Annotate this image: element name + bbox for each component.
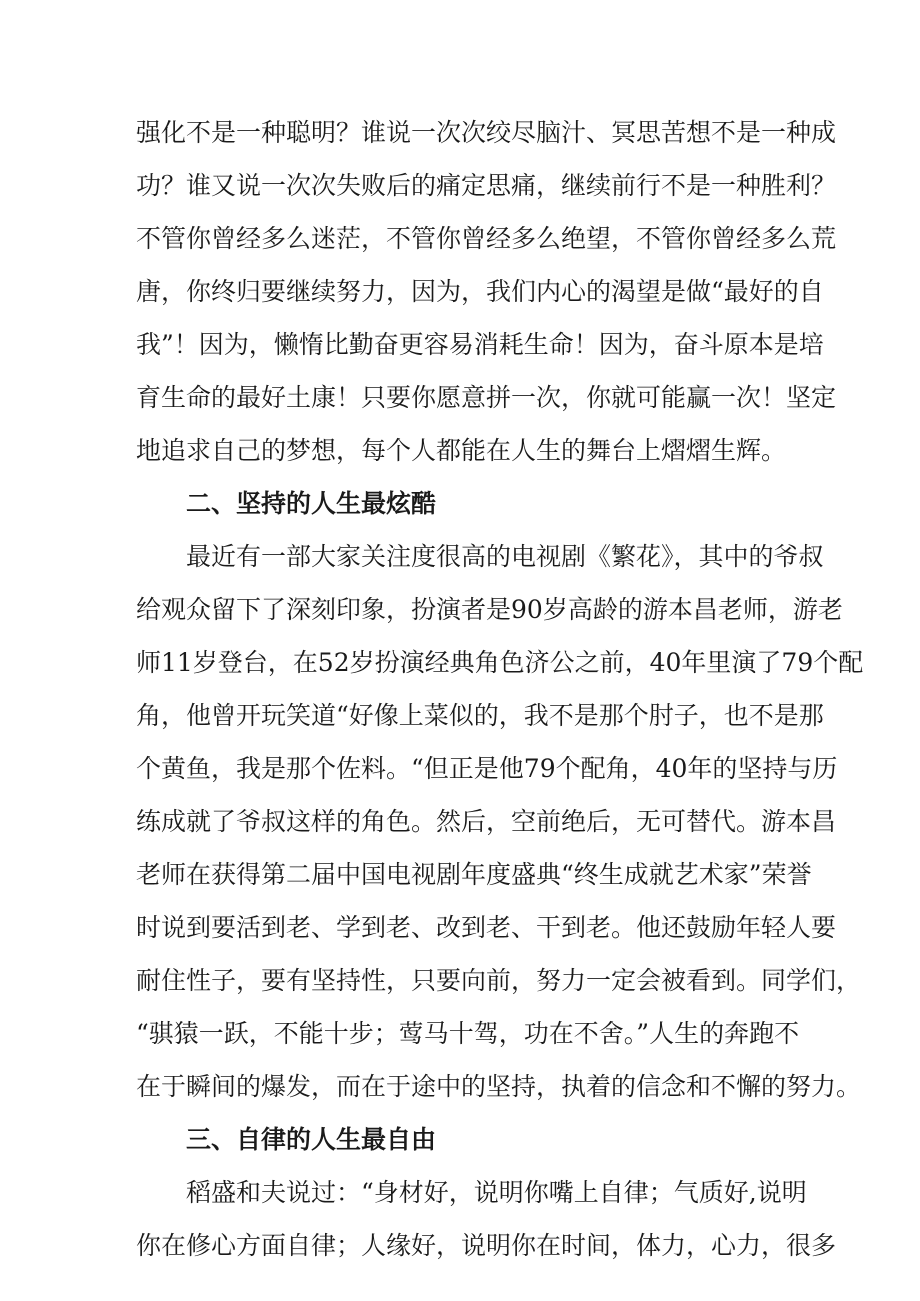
paragraph-2-line: 老师在获得第二届中国电视剧年度盛典“终生成就艺术家”荣誉 [136,860,812,889]
paragraph-2-line: “骐猿一跃，不能十步；莺马十驾，功在不舍。”人生的奔跑不 [136,1019,800,1048]
section-heading-3: 三、自律的人生最自由 [186,1125,437,1154]
paragraph-1-line: 功？谁又说一次次失败后的痛定思痛，继续前行不是一种胜利？ [136,171,837,200]
paragraph-2-line: 时说到要活到老、学到老、改到老、干到老。他还鼓励年轻人要 [136,913,837,942]
section-heading-2: 二、坚持的人生最炫酷 [186,489,437,518]
paragraph-2-line: 在于瞬间的爆发，而在于途中的坚持，执着的信念和不懈的努力。 [136,1072,862,1101]
paragraph-3-line: 稻盛和夫说过：“身材好，说明你嘴上自律；气质好,说明 [186,1178,807,1207]
paragraph-1-line: 育生命的最好土康！只要你愿意拼一次，你就可能赢一次！坚定 [136,383,837,412]
paragraph-2-line: 师11岁登台，在52岁扮演经典角色济公之前，40年里演了79个配 [136,648,864,677]
paragraph-1-line: 我”！因为，懒惰比勤奋更容易消耗生命！因为，奋斗原本是培 [136,330,824,359]
paragraph-2-line: 最近有一部大家关注度很高的电视剧《繁花》，其中的爷叔 [186,542,824,571]
paragraph-2-line: 给观众留下了深刻印象，扮演者是90岁高龄的游本昌老师，游老 [136,595,843,624]
paragraph-2-line: 角，他曾开玩笑道“好像上菜似的，我不是那个肘子，也不是那 [136,701,824,730]
paragraph-1-line: 不管你曾经多么迷茫，不管你曾经多么绝望，不管你曾经多么荒 [136,224,837,253]
paragraph-2-line: 耐住性子，要有坚持性，只要向前，努力一定会被看到。同学们， [136,966,862,995]
paragraph-2-line: 练成就了爷叔这样的角色。然后，空前绝后，无可替代。游本昌 [136,807,837,836]
paragraph-1-line: 地追求自己的梦想，每个人都能在人生的舞台上熠熠生辉。 [136,436,787,465]
paragraph-1-line: 强化不是一种聪明？谁说一次次绞尽脑汁、冥思苦想不是一种成 [136,118,837,147]
paragraph-3-line: 你在修心方面自律；人缘好，说明你在时间，体力，心力，很多 [136,1231,837,1260]
paragraph-2-line: 个黄鱼，我是那个佐料。“但正是他79个配角，40年的坚持与历 [136,754,838,783]
document-body [136,106,864,1272]
paragraph-1-line: 唐，你终归要继续努力，因为，我们内心的渴望是做“最好的自 [136,277,824,306]
